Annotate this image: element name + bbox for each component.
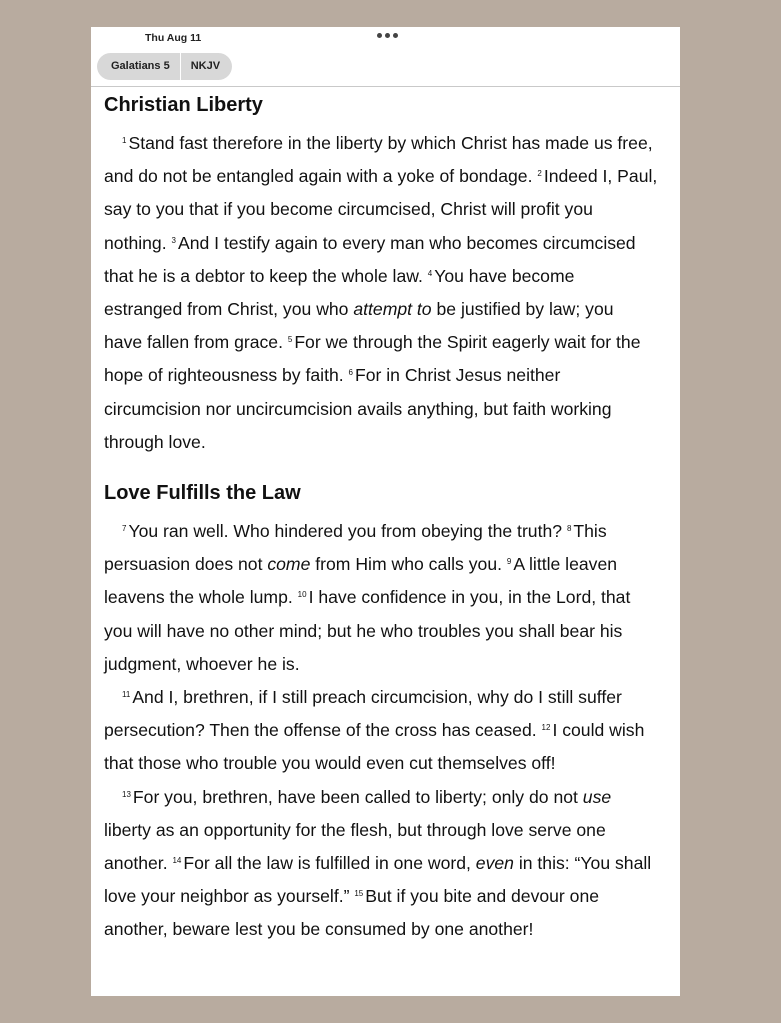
verse-text: For you, brethren, have been called to liberty; only do not xyxy=(132,786,583,807)
verse-text: For we through the Spirit eagerly wait for the xyxy=(294,332,641,353)
text-line xyxy=(104,127,670,160)
status-date: Thu Aug 11 xyxy=(145,32,202,44)
verse-number[interactable]: 6 xyxy=(348,368,353,378)
verse-text: And I testify again to every man who becomes circumcised xyxy=(177,232,636,253)
verse-text: This xyxy=(573,521,607,542)
heading-gap xyxy=(104,505,670,515)
verse-text: another. xyxy=(104,853,173,874)
verse-text: that he is a debtor to keep the whole law. xyxy=(104,265,428,286)
verse-text: hope of righteousness by faith. xyxy=(104,365,349,386)
verse-text: Stand fast therefore in the liberty by which Christ has made us free, xyxy=(128,133,653,153)
italic-text: come xyxy=(267,554,311,575)
verse-text: I could wish xyxy=(552,720,645,741)
status-bar xyxy=(91,27,680,49)
verse-text: another, beware lest you be consumed by one another! xyxy=(104,919,534,940)
italic-text: even xyxy=(475,853,514,874)
text-line xyxy=(104,681,670,714)
text-line xyxy=(104,160,670,193)
verse-number[interactable]: 3 xyxy=(171,235,176,245)
verse-text: love your neighbor as yourself.” xyxy=(104,886,355,907)
verse-text: and do not be entangled again with a yoke of bondage. xyxy=(104,166,538,187)
text-line xyxy=(104,515,670,548)
book-chapter-button[interactable]: Galatians 5 xyxy=(111,60,170,72)
section-heading: Love Fulfills the Law xyxy=(104,482,301,505)
verse-text: You ran well. Who hindered you from obeying the truth? xyxy=(128,521,567,542)
text-line xyxy=(104,913,670,946)
reader-page xyxy=(91,27,680,996)
verse-number[interactable]: 5 xyxy=(287,335,293,345)
more-dot xyxy=(377,33,382,38)
section-heading: Christian Liberty xyxy=(104,94,263,116)
verse-text: You have become xyxy=(434,265,575,286)
verse-text: Indeed I, Paul, xyxy=(543,166,658,187)
verse-number[interactable]: 11 xyxy=(122,690,131,700)
text-line xyxy=(104,227,670,260)
paragraph xyxy=(104,127,670,459)
text-line xyxy=(104,581,670,614)
verse-number[interactable]: 15 xyxy=(354,889,364,899)
text-line xyxy=(104,781,670,814)
verse-text: judgment, whoever he is. xyxy=(104,653,300,674)
verse-text: And I, brethren, if I still preach circumcision, why do I still suffer xyxy=(132,687,622,708)
verse-number[interactable]: 2 xyxy=(537,169,542,179)
verse-text: have fallen from grace. xyxy=(104,332,288,353)
more-options-icon[interactable] xyxy=(377,33,398,38)
verse-text: liberty as an opportunity for the flesh, but through love serve one xyxy=(104,819,606,840)
italic-text: attempt to xyxy=(353,299,432,320)
verse-text: I have confidence in you, in the Lord, that xyxy=(308,587,631,608)
verse-text: leavens the whole lump. xyxy=(104,587,298,608)
verse-text: For in Christ Jesus neither xyxy=(354,365,561,386)
verse-number[interactable]: 13 xyxy=(122,789,131,799)
verse-number[interactable]: 14 xyxy=(172,856,182,866)
verse-number[interactable]: 1 xyxy=(122,136,127,145)
verse-number[interactable]: 7 xyxy=(122,524,127,534)
text-line xyxy=(104,326,670,359)
verse-number[interactable]: 9 xyxy=(506,557,512,567)
heading-gap xyxy=(104,117,670,127)
text-line xyxy=(104,814,670,847)
paragraph xyxy=(104,681,670,781)
text-line xyxy=(104,747,670,780)
verse-number[interactable]: 4 xyxy=(427,268,433,278)
version-button[interactable]: NKJV xyxy=(180,53,232,80)
text-line xyxy=(104,393,670,426)
verse-text: But if you bite and devour one xyxy=(365,886,600,907)
verse-number[interactable]: 10 xyxy=(297,590,307,600)
text-line xyxy=(104,714,670,747)
scripture-text xyxy=(91,87,680,947)
verse-text: be justified by law; you xyxy=(431,299,614,320)
verse-number[interactable]: 12 xyxy=(541,723,551,733)
verse-text: A little leaven xyxy=(513,554,618,575)
paragraph xyxy=(104,515,670,681)
verse-text: persuasion does not xyxy=(104,554,268,575)
text-line xyxy=(104,426,670,459)
more-dot xyxy=(393,33,398,38)
verse-number[interactable]: 8 xyxy=(566,524,572,534)
paragraph xyxy=(104,781,670,947)
text-line xyxy=(104,880,670,913)
passage-selector xyxy=(97,53,232,80)
verse-text: nothing. xyxy=(104,232,172,253)
text-line xyxy=(104,548,670,581)
verse-text: For all the law is fulfilled in one word, xyxy=(183,853,476,874)
toolbar xyxy=(91,49,680,87)
verse-text: estranged from Christ, you who xyxy=(104,299,354,320)
verse-text: from Him who calls you. xyxy=(310,554,507,575)
verse-text: through love. xyxy=(104,431,206,452)
text-line xyxy=(104,193,670,226)
verse-text: in this: “You shall xyxy=(513,853,652,874)
more-dot xyxy=(385,33,390,38)
verse-text: say to you that if you become circumcised, Christ will profit you xyxy=(104,199,593,220)
text-line xyxy=(104,847,670,880)
verse-text: you will have no other mind; but he who troubles you shall bear his xyxy=(104,620,623,641)
text-line xyxy=(104,359,670,392)
verse-text: circumcision nor uncircumcision avails anything, but faith working xyxy=(104,398,612,419)
section-gap xyxy=(104,459,670,481)
text-line xyxy=(104,293,670,326)
verse-text: that those who trouble you would even cut themselves off! xyxy=(104,753,556,774)
text-line xyxy=(104,260,670,293)
italic-text: use xyxy=(582,786,612,807)
text-line xyxy=(104,615,670,648)
verse-text: persecution? Then the offense of the cross has ceased. xyxy=(104,720,542,741)
text-line xyxy=(104,648,670,681)
